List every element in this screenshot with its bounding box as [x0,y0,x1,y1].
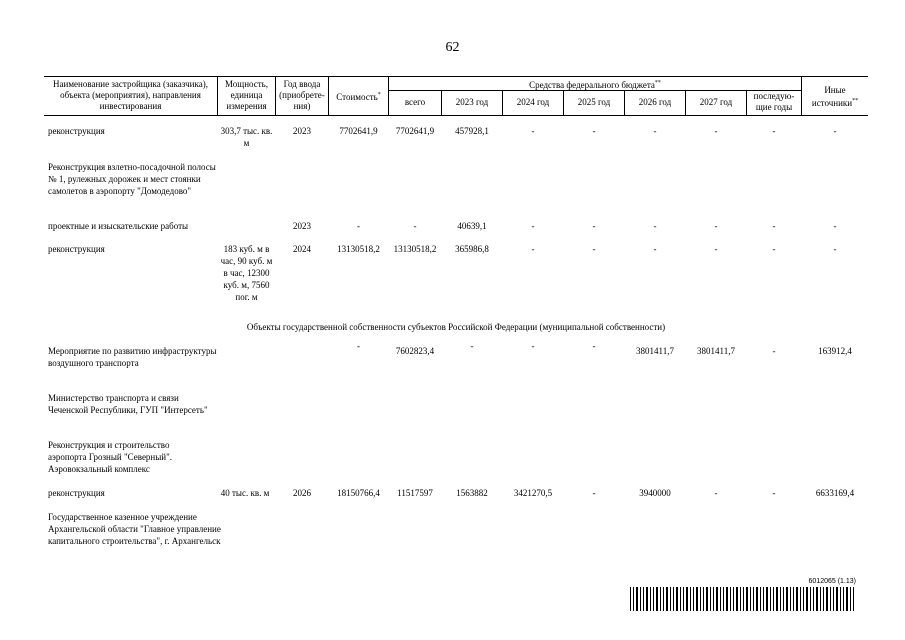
row-year: 2024 [293,244,311,254]
row-2027: - [714,488,718,498]
row-total: 7702641,9 [395,126,435,136]
row-2025: - [592,488,596,498]
section-heading: Объекты государственной собственности субъектов Российской Федерации (муниципальной собственности) [246,322,666,332]
row-cost: 13130518,2 [337,244,380,254]
row-name: Мероприятие по развитию инфраструктуры воздушного транспорта [48,346,217,368]
row-2026: - [653,126,657,136]
header-year: Год ввода (приобрете-ния) [279,79,325,111]
header-total: всего [404,97,426,107]
row-later: - [772,346,776,356]
row-name: Реконструкция взлетно-посадочной полосы № 1, рулежных дорожек и мест стоянки самолетов в аэропорту "Домодедово" [48,162,216,196]
row-other: 163912,4 [818,346,852,356]
row-2023: 365986,8 [455,244,489,254]
row-2025: - [592,221,596,231]
row-capacity: 40 тыс. кв. м [220,488,270,498]
row-2023: - [470,341,474,351]
barcode-icon [630,587,858,611]
row-name: проектные и изыскательские работы [48,221,189,231]
row-name: реконструкция [48,126,105,136]
row-cost: - [357,221,360,231]
row-later: - [772,221,776,231]
barcode-label: 6012065 (1.13) [808,578,856,585]
row-2026: 3801411,7 [636,346,674,356]
row-total: - [413,221,417,231]
row-later: - [772,488,776,498]
row-other: 6633169,4 [815,488,855,498]
row-later: - [772,126,776,136]
row-name: Реконструкция и строительство аэропорта Грозный "Северный". Аэровокзальный комплекс [48,440,173,474]
row-total: 7602823,4 [395,346,435,356]
row-2023: 40639,1 [457,221,487,231]
row-capacity: 303,7 тыс. кв. м [220,126,273,148]
row-cost: - [357,341,360,351]
header-2024: 2024 год [516,97,550,107]
row-2025: - [592,126,596,136]
row-capacity: 183 куб. м в час, 90 куб. м в час, 12300 куб. м, 7560 пог. м [220,244,273,302]
row-2025: - [592,341,596,351]
row-total: 13130518,2 [393,244,437,254]
row-2024: - [531,244,535,254]
row-2027: - [714,126,718,136]
row-2026: - [653,221,657,231]
row-other: - [833,126,837,136]
table-header [44,76,868,116]
header-later: последую-щие годы [753,91,795,112]
row-year: 2023 [293,126,311,136]
row-name: реконструкция [48,488,105,498]
row-name: Министерство транспорта и связи Чеченской Республики, ГУП "Интерсеть" [48,393,208,415]
header-2027: 2027 год [699,97,733,107]
row-year: 2026 [293,488,311,498]
row-2027: - [714,221,718,231]
row-2026: - [653,244,657,254]
row-2023: 457928,1 [455,126,489,136]
row-2024: - [531,221,535,231]
header-other: Иные источники** [811,85,859,108]
row-total: 11517597 [397,488,433,498]
header-name: Наименование застройщика (заказчика), объекта (мероприятия), направления инвестирования [53,79,208,111]
row-year: 2023 [293,221,311,231]
row-2024: - [531,126,535,136]
row-name: Государственное казенное учреждение Архангельской области "Главное управление капитального строительства", г. Архангельск [48,512,221,546]
row-other: - [833,244,837,254]
row-2026: 3940000 [639,488,671,498]
row-2023: 1563882 [456,488,488,498]
row-2024: 3421270,5 [513,488,553,498]
row-cost: 18150766,4 [337,488,380,498]
row-2024: - [531,341,535,351]
header-2026: 2026 год [638,97,672,107]
header-2025: 2025 год [577,97,611,107]
row-2027: - [714,244,718,254]
row-later: - [772,244,776,254]
header-cost: Стоимость* [336,92,381,102]
row-other: - [833,221,837,231]
row-2025: - [592,244,596,254]
row-name: реконструкция [48,244,105,254]
header-2023: 2023 год [455,97,489,107]
row-2027: 3801411,7 [697,346,735,356]
page-number: 62 [445,40,460,55]
header-capacity: Мощность, единица измерения [224,79,269,111]
row-cost: 7702641,9 [339,126,378,136]
header-federal: Средства федерального бюджета** [529,80,661,90]
